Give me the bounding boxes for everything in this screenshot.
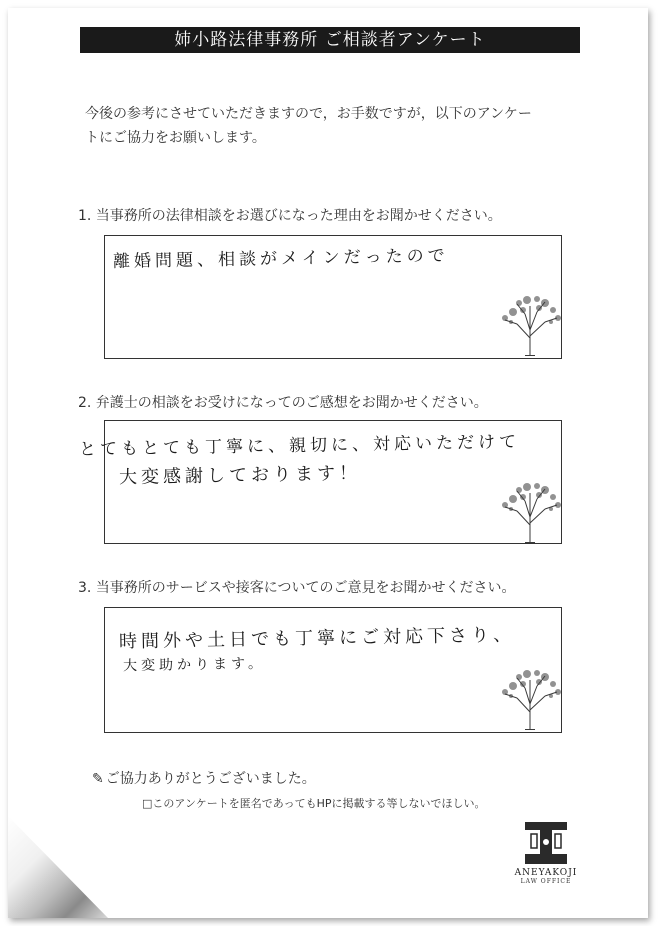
tree-icon (495, 481, 565, 543)
pencil-icon: ✎ (92, 771, 104, 787)
law-office-logo (510, 820, 582, 885)
page-title: 姉小路法律事務所 ご相談者アンケート (80, 27, 580, 53)
logo-name: ANEYAKOJI (514, 868, 578, 878)
question-2-label: 2. 弁護士の相談をお受けになってのご感想をお聞かせください。 (78, 395, 488, 411)
question-3-label: 3. 当事務所のサービスや接客についてのご意見をお聞かせください。 (78, 580, 516, 596)
intro-text (85, 102, 585, 150)
answer-2-line-2: 大変感謝しております！ (118, 462, 362, 489)
intro-line-2: トにご協力をお願いします。 (85, 130, 266, 146)
publication-optout-checkbox-label: □このアンケートを匿名であってもHPに掲載する等しないでほしい。 (142, 797, 486, 810)
answer-2-line-1: とてもとても丁寧に、親切に、対応いただけて (78, 432, 521, 460)
logo-subtitle: LAW OFFICE (520, 878, 572, 885)
answer-box-1 (104, 235, 562, 359)
tree-icon (495, 668, 565, 730)
question-1-label: 1. 当事務所の法律相談をお選びになった理由をお聞かせください。 (78, 208, 502, 224)
intro-line-1: 今後の参考にさせていただきますので，お手数ですが，以下のアンケー (85, 106, 532, 122)
thanks-text: ご協力ありがとうございました。 (105, 771, 316, 787)
answer-box-2 (78, 420, 562, 544)
answer-3-line-1: 時間外や土日でも丁寧にご対応下さり、 (118, 624, 516, 653)
answer-box-3 (104, 607, 562, 733)
answer-3-line-2: 大変助かります。 (122, 655, 267, 675)
answer-1-line-1: 離婚問題、相談がメインだったので (112, 246, 449, 272)
tree-icon (495, 294, 565, 356)
thanks-message (92, 768, 316, 788)
aneyakoji-logo-mark (523, 820, 569, 866)
